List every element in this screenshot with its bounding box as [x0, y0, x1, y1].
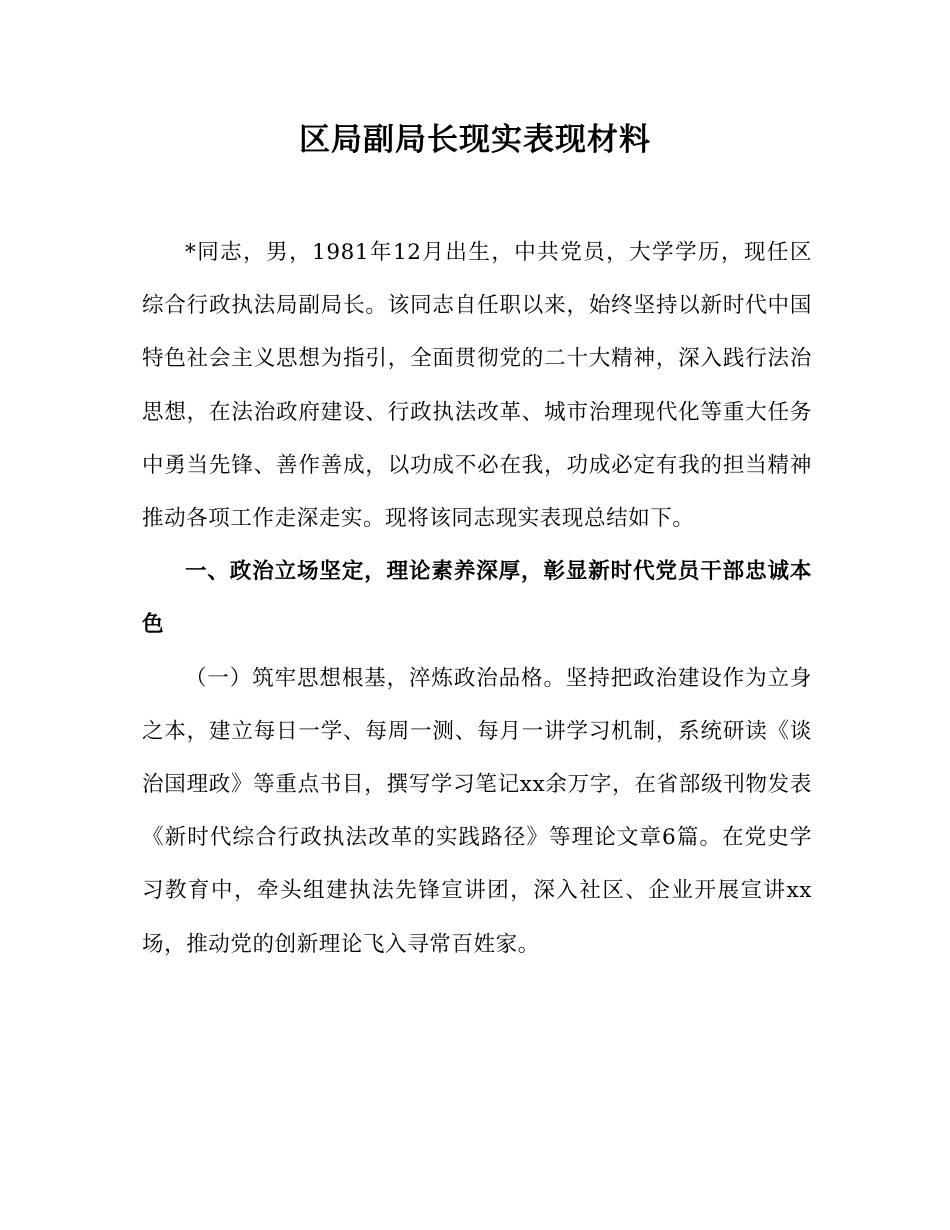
section-1-paragraph-1: （一）筑牢思想根基，淬炼政治品格。坚持把政治建设作为立身之本，建立每日一学、每周一测、每月一讲学习机制，系统研读《谈治国理政》等重点书目，撰写学习笔记xx余万字，在省部级刊物发表《新时代综合行政执法改革的实践路径》等理论文章6篇。在党史学习教育中，牵头组建执法先锋宣讲团，深入社区、企业开展宣讲xx场，推动党的创新理论飞入寻常百姓家。: [142, 665, 812, 957]
intro-paragraph: *同志，男，1981年12月出生，中共党员，大学学历，现任区综合行政执法局副局长。该同志自任职以来，始终坚持以新时代中国特色社会主义思想为指引，全面贯彻党的二十大精神，深入践行法治思想，在法治政府建设、行政执法改革、城市治理现代化等重大任务中勇当先锋、善作善成，以功成不必在我，功成必定有我的担当精神推动各项工作走深走实。现将该同志现实表现总结如下。: [142, 240, 812, 532]
section-1-heading: 一、政治立场坚定，理论素养深厚，彰显新时代党员干部忠诚本色: [142, 559, 812, 638]
document-title: 区局副局长现实表现材料: [299, 122, 651, 158]
document-body: [142, 226, 812, 971]
